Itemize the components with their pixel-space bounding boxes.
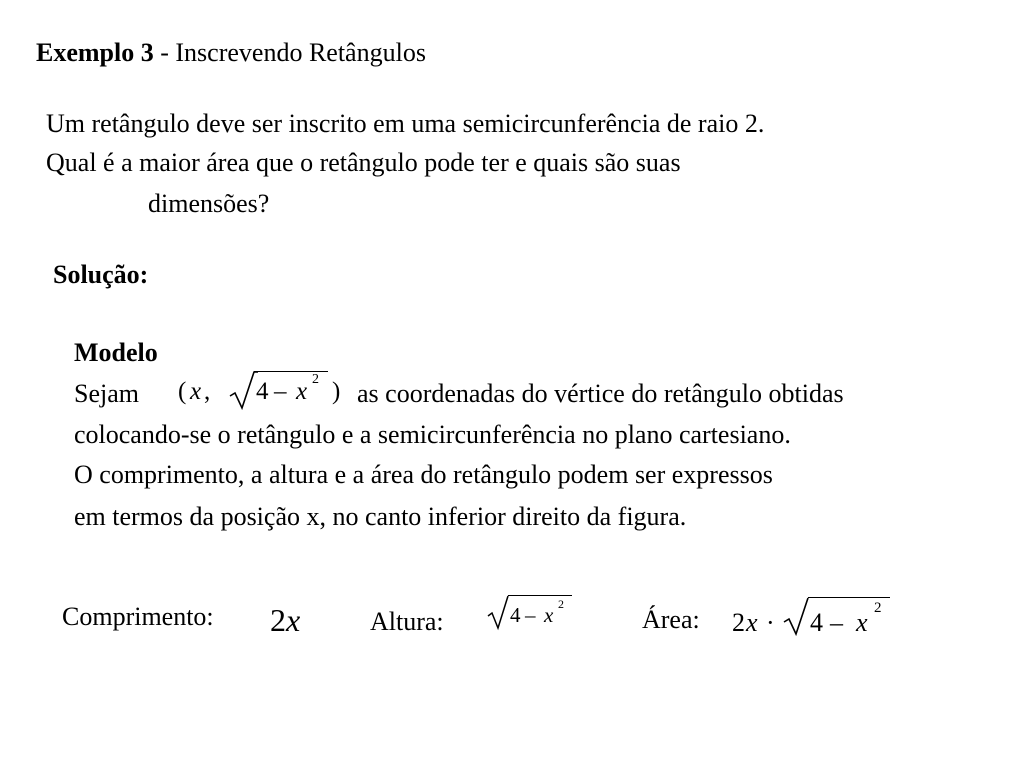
sqrt-vinculum (808, 597, 890, 598)
length-var: x (286, 602, 301, 638)
coord-close-paren: ) (332, 378, 341, 405)
sqrt-sign-icon (486, 594, 512, 632)
model-line-1-rest: as coordenadas do vértice do retângulo obtidas (357, 379, 844, 408)
area-radicand-var: x (856, 608, 868, 637)
model-line-4: em termos da posição x, no canto inferior direito da figura. (74, 502, 687, 531)
radicand-var: x (296, 378, 308, 405)
problem-line-2: Qual é a maior área que o retângulo pode ter e quais são suas (46, 148, 681, 177)
slide-title (36, 36, 426, 70)
length-label: Comprimento: (62, 602, 214, 631)
title-rest: - Inscrevendo Retângulos (153, 38, 426, 67)
coord-x: x (190, 378, 202, 405)
model-heading: Modelo (74, 338, 158, 367)
area-label: Área: (642, 605, 700, 634)
coordinate-formula (178, 370, 348, 414)
area-radicand-exp: 2 (874, 600, 882, 616)
height-formula (486, 594, 586, 636)
area-var: x (746, 608, 758, 637)
height-radicand-minus: – (525, 603, 536, 627)
problem-line-3: dimensões? (148, 189, 270, 218)
area-formula (732, 594, 902, 640)
coord-open-paren: ( (178, 378, 187, 405)
sqrt-sign-icon (782, 594, 812, 638)
coord-comma: , (204, 378, 211, 405)
height-radicand-const: 4 (510, 603, 521, 627)
area-coef: 2 (732, 608, 745, 637)
sqrt-sign-icon (228, 370, 258, 412)
model-line-2: colocando-se o retângulo e a semicircunferência no plano cartesiano. (74, 420, 791, 449)
radicand-minus: – (274, 378, 287, 405)
length-formula (270, 600, 300, 640)
area-radicand-minus: – (830, 608, 843, 637)
area-dot: · (766, 608, 775, 637)
radicand-exp: 2 (312, 372, 319, 387)
height-radicand-exp: 2 (558, 597, 564, 611)
model-line-3: O comprimento, a altura e a área do retângulo podem ser expressos (74, 460, 773, 489)
title-bold: Exemplo 3 (36, 38, 154, 67)
area-radicand-const: 4 (810, 608, 823, 637)
model-sejam: Sejam (74, 379, 139, 408)
height-label: Altura: (370, 607, 444, 636)
sqrt-vinculum (508, 595, 572, 596)
radicand-const: 4 (256, 378, 269, 405)
length-coef: 2 (270, 602, 286, 638)
height-radicand-var: x (544, 603, 554, 627)
problem-line-1: Um retângulo deve ser inscrito em uma semicircunferência de raio 2. (46, 109, 765, 138)
solution-heading: Solução: (53, 260, 149, 289)
